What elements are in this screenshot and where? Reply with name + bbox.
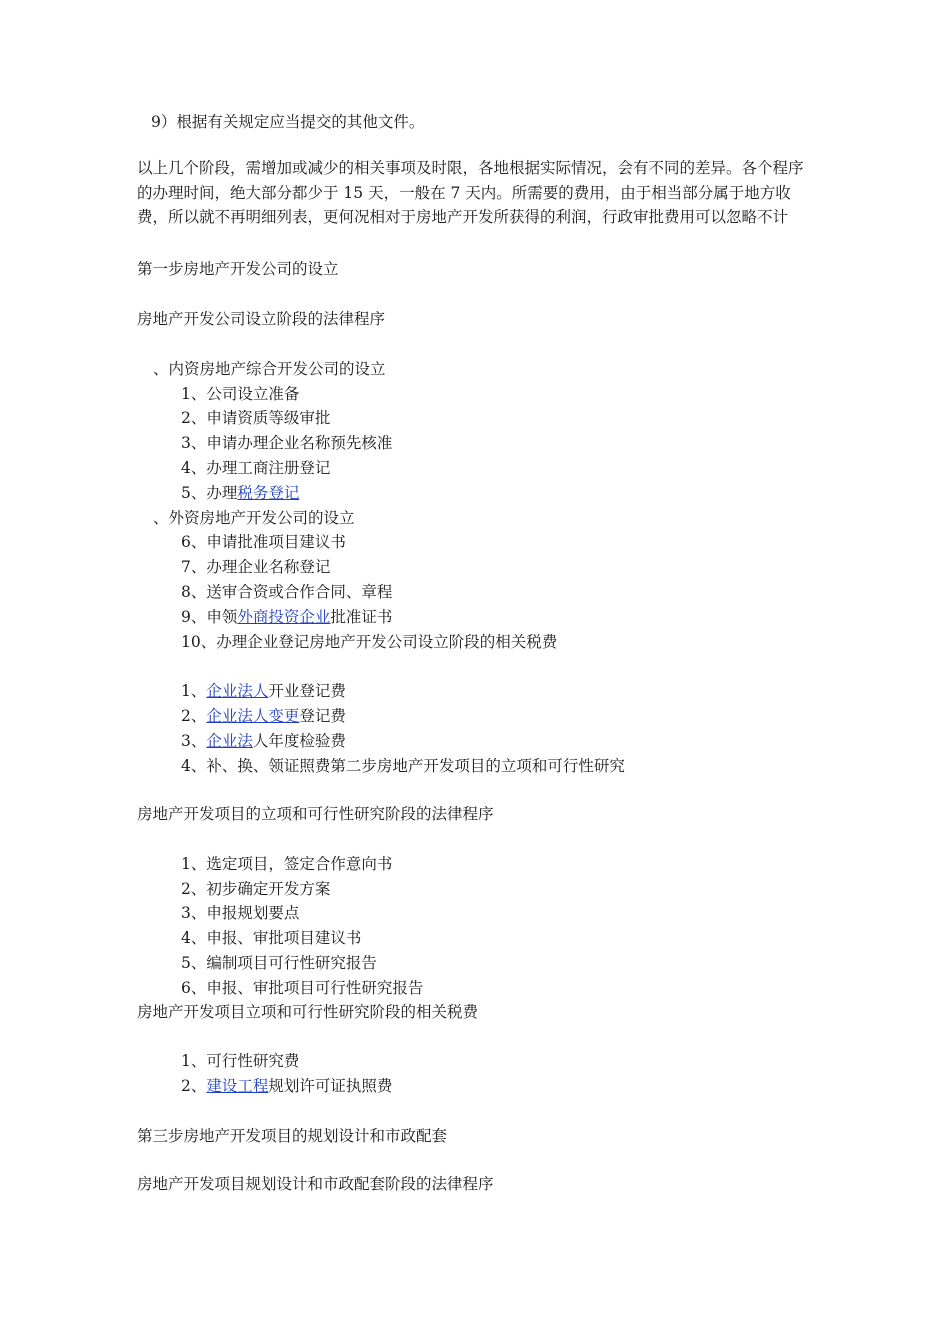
list-item: 7、办理企业名称登记 (181, 558, 331, 576)
section-heading-step-1: 第一步房地产开发公司的设立 (137, 260, 339, 278)
list-item: 3、申请办理企业名称预先核准 (181, 434, 393, 452)
list-item: 6、申报、审批项目可行性研究报告 (181, 979, 424, 997)
list-item (181, 481, 299, 505)
list-item-text: 人年度检验费 (252, 732, 346, 750)
list-item: 8、送审合资或合作合同、章程 (181, 583, 393, 601)
list-item (181, 679, 346, 703)
list-item: 6、申请批准项目建议书 (181, 533, 346, 551)
list-item: 5、编制项目可行性研究报告 (181, 954, 377, 972)
subsection-heading: 房地产开发项目的立项和可行性研究阶段的法律程序 (137, 805, 494, 823)
list-item-text: 2、 (181, 707, 207, 725)
list-group-heading: 、外资房地产开发公司的设立 (153, 509, 355, 527)
section-heading-step-3: 第三步房地产开发项目的规划设计和市政配套 (137, 1127, 448, 1145)
text-line: 9）根据有关规定应当提交的其他文件。 (151, 113, 425, 131)
list-item: 2、申请资质等级审批 (181, 409, 331, 427)
foreign-invested-enterprise-link[interactable]: 外商投资企业 (237, 608, 331, 626)
list-item-text: 1、 (181, 682, 207, 700)
tax-registration-link[interactable]: 税务登记 (237, 484, 300, 502)
list-item-text: 开业登记费 (268, 682, 346, 700)
list-item: 3、申报规划要点 (181, 904, 300, 922)
subsection-heading: 房地产开发项目规划设计和市政配套阶段的法律程序 (137, 1175, 494, 1193)
list-item-text: 3、 (181, 732, 207, 750)
subsection-heading: 房地产开发项目立项和可行性研究阶段的相关税费 (137, 1003, 479, 1021)
list-item: 1、公司设立准备 (181, 385, 300, 403)
legal-entity-link[interactable]: 企业法人 (206, 682, 269, 700)
list-item-text: 批准证书 (330, 608, 393, 626)
list-item (181, 1074, 392, 1098)
list-item-text: 登记费 (299, 707, 346, 725)
list-item (181, 605, 392, 629)
list-item: 1、可行性研究费 (181, 1052, 300, 1070)
list-item-text: 2、 (181, 1077, 207, 1095)
list-item: 4、补、换、领证照费第二步房地产开发项目的立项和可行性研究 (181, 757, 625, 775)
list-item (181, 704, 346, 728)
list-item-text: 5、办理 (181, 484, 238, 502)
list-item (181, 729, 346, 753)
summary-paragraph: 以上几个阶段，需增加或减少的相关事项及时限，各地根据实际情况，会有不同的差异。各个程序的办理时间，绝大部分都少于 15 天，一般在 7 天内。所需要的费用，由于相当部分属于地方收费，所以就不再明细列表，更何况相对于房地产开发所获得的利润，行政审批费用可以忽略不计 (137, 159, 804, 226)
list-item: 4、办理工商注册登记 (181, 459, 331, 477)
list-item-text: 规划许可证执照费 (268, 1077, 393, 1095)
list-group-heading: 、内资房地产综合开发公司的设立 (153, 360, 386, 378)
list-item: 10、办理企业登记房地产开发公司设立阶段的相关税费 (181, 633, 558, 651)
list-item: 2、初步确定开发方案 (181, 880, 331, 898)
subsection-heading: 房地产开发公司设立阶段的法律程序 (137, 310, 386, 328)
list-item: 1、选定项目，签定合作意向书 (181, 855, 393, 873)
enterprise-law-link[interactable]: 企业法 (206, 732, 253, 750)
construction-project-link[interactable]: 建设工程 (206, 1077, 269, 1095)
list-item: 4、申报、审批项目建议书 (181, 929, 362, 947)
list-item-text: 9、申领 (181, 608, 238, 626)
legal-entity-change-link[interactable]: 企业法人变更 (206, 707, 300, 725)
